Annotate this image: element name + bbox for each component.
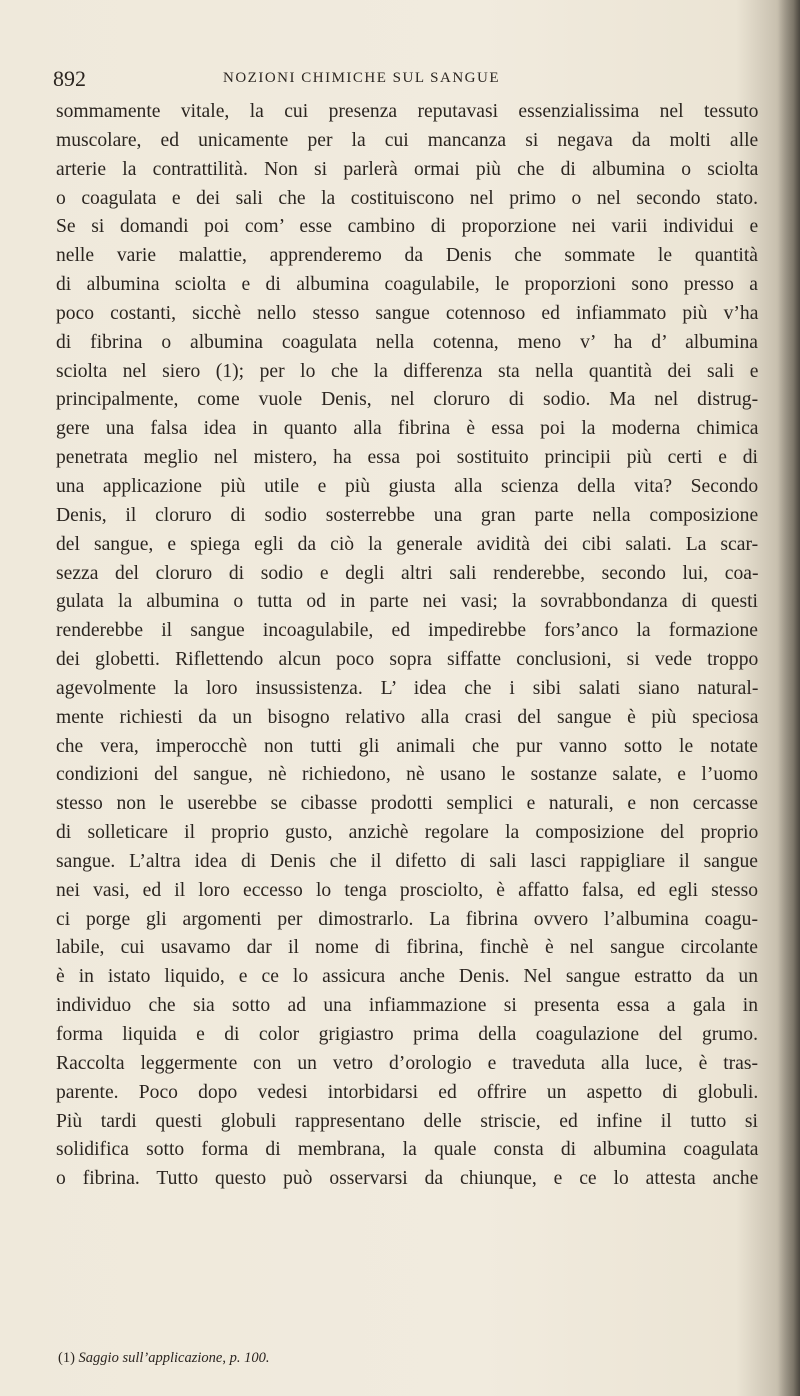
footnote-title: Saggio sull’applicazione [78, 1350, 223, 1366]
footnote-comma: , [222, 1350, 230, 1366]
text-line: gere una falsa idea in quanto alla fibrina è essa poi la moderna chimica [56, 418, 759, 440]
text-line: dei globetti. Riflettendo alcun poco sopra siffatte conclusioni, si vede troppo [56, 649, 759, 671]
footnote-page-ref: p. 100. [229, 1350, 270, 1366]
text-line: Più tardi questi globuli rappresentano delle striscie, ed infine il tutto si [56, 1110, 758, 1132]
text-line: sezza del cloruro di sodio e degli altri sali renderebbe, secondo lui, coa- [56, 562, 759, 584]
text-line: Denis, il cloruro di sodio sosterrebbe una gran parte nella composizione [56, 504, 759, 526]
running-head: NOZIONI CHIMICHE SUL SANGUE [223, 70, 501, 86]
page-edge-shadow [778, 0, 800, 1396]
text-line: labile, cui usavamo dar il nome di fibrina, finchè è nel sangue circolante [56, 937, 758, 959]
text-line: muscolare, ed unicamente per la cui mancanza si negava da molti alle [56, 129, 759, 151]
text-line: parente. Poco dopo vedesi intorbidarsi ed offrire un aspetto di globuli. [56, 1081, 759, 1103]
text-line: è in istato liquido, e ce lo assicura anche Denis. Nel sangue estratto da un [56, 966, 758, 988]
text-line: o coagulata e dei sali che la costituiscono nel primo o nel secondo stato. [56, 187, 758, 209]
text-line: solidifica sotto forma di membrana, la quale consta di albumina coagulata [56, 1139, 759, 1161]
text-line: sciolta nel siero (1); per lo che la differenza sta nella quantità dei sali e [56, 360, 759, 382]
text-line: di solleticare il proprio gusto, anzichè regolare la composizione del proprio [56, 822, 759, 844]
text-line: gulata la albumina o tutta od in parte nei vasi; la sovrabbondanza di questi [56, 591, 758, 613]
text-line: sangue. L’altra idea di Denis che il difetto di sali lasci rappigliare il sangue [56, 850, 758, 872]
text-line: penetrata meglio nel mistero, ha essa poi sostituito principii più certi e di [56, 447, 758, 469]
text-line: condizioni del sangue, nè richiedono, nè usano le sostanze salate, e l’uomo [56, 764, 758, 786]
text-line: renderebbe il sangue incoagulabile, ed impedirebbe fors’anco la formazione [56, 620, 758, 642]
text-line: nei vasi, ed il loro eccesso lo tenga prosciolto, è affatto falsa, ed egli stesso [56, 879, 758, 901]
text-line: poco costanti, sicchè nello stesso sangue cotennoso ed infiammato più v’ha [56, 302, 759, 324]
footnote-marker: (1) [58, 1350, 75, 1366]
text-line: forma liquida e di color grigiastro prima della coagulazione del grumo. [56, 1024, 758, 1045]
text-line: agevolmente la loro insussistenza. L’ idea che i sibi salati siano natural- [56, 677, 759, 699]
text-line: sommamente vitale, la cui presenza reputavasi essenzialissima nel tessuto [56, 101, 759, 122]
text-line: che vera, imperocchè non tutti gli animali che pur vanno sotto le notate [56, 735, 758, 757]
text-line: Se si domandi poi com’ esse cambino di proporzione nei varii individui e [56, 216, 759, 238]
text-line: una applicazione più utile e più giusta alla scienza della vita? Secondo [56, 475, 759, 497]
page-number: 892 [53, 66, 86, 91]
footnote [58, 1350, 269, 1367]
text-line: principalmente, come vuole Denis, nel cloruro di sodio. Ma nel distrug- [56, 389, 759, 411]
text-line: nelle varie malattie, apprenderemo da Denis che sommate le quantità [56, 245, 758, 267]
text-line: stesso non le userebbe se cibasse prodotti semplici e naturali, e non cercasse [56, 793, 758, 815]
text-line: o fibrina. Tutto questo può osservarsi da chiunque, e ce lo attesta anche [56, 1168, 759, 1190]
text-line: individuo che sia sotto ad una infiammazione si presenta essa a gala in [56, 995, 758, 1017]
body-text [56, 98, 758, 1194]
text-line: del sangue, e spiega egli da ciò la generale avidità dei cibi salati. La scar- [56, 533, 759, 555]
text-line: di albumina sciolta e di albumina coagulabile, le proporzioni sono presso a [56, 274, 758, 296]
text-line: Raccolta leggermente con un vetro d’orologio e traveduta alla luce, è tras- [56, 1052, 759, 1074]
text-line: mente richiesti da un bisogno relativo alla crasi del sangue è più speciosa [56, 706, 759, 728]
text-line: ci porge gli argomenti per dimostrarlo. La fibrina ovvero l’albumina coagu- [56, 908, 758, 930]
text-line: arterie la contrattilità. Non si parlerà ormai più che di albumina o sciolta [56, 158, 759, 180]
text-line: di fibrina o albumina coagulata nella cotenna, meno v’ ha d’ albumina [56, 331, 758, 353]
page-header [53, 66, 753, 92]
